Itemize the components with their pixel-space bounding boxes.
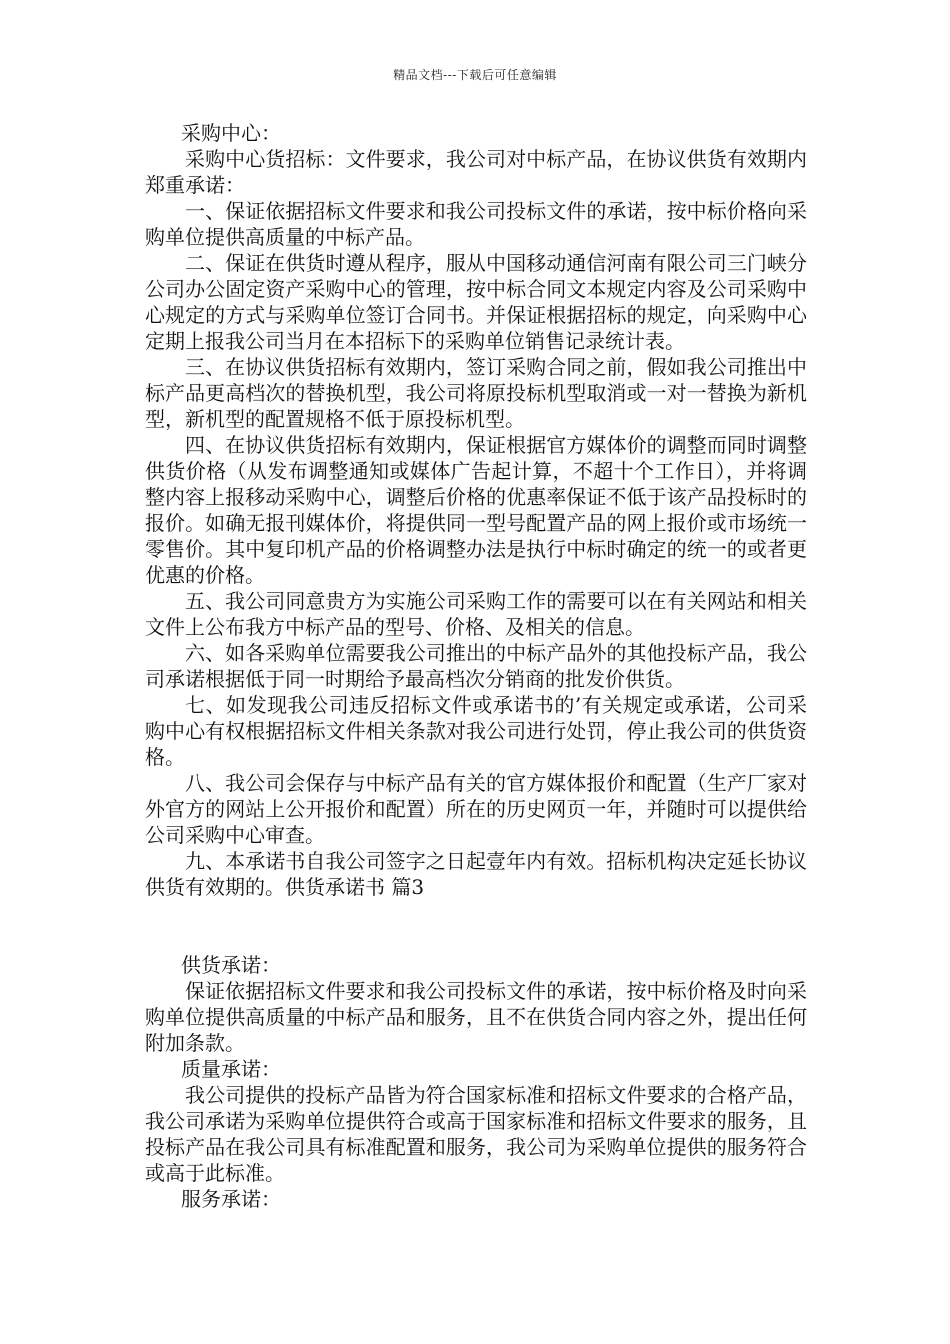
paragraph-supply-commitment: 保证依据招标文件要求和我公司投标文件的承诺，按中标价格及时向采购单位提供高质量的中标产品和服务，且不在供货合同内容之外，提出任何附加条款。 xyxy=(145,979,807,1055)
document-body xyxy=(145,120,807,1212)
paragraph-item-7: 七、如发现我公司违反招标文件或承诺书的’有关规定或承诺，公司采购中心有权根据招标文件相关条款对我公司进行处罚，停止我公司的供货资格。 xyxy=(145,693,807,769)
paragraph-quality-commitment: 我公司提供的投标产品皆为符合国家标准和招标文件要求的合格产品，我公司承诺为采购单位提供符合或高于国家标准和招标文件要求的服务，且投标产品在我公司具有标准配置和服务，我公司为采购单位提供的服务符合或高于此标准。 xyxy=(145,1083,807,1185)
paragraph-item-6: 六、如各采购单位需要我公司推出的中标产品外的其他投标产品，我公司承诺根据低于同一时期给予最高档次分销商的批发价供货。 xyxy=(145,641,807,691)
paragraph-item-9: 九、本承诺书自我公司签字之日起壹年内有效。招标机构决定延长协议供货有效期的。供货承诺书 篇3 xyxy=(145,849,807,899)
paragraph-intro: 采购中心货招标：文件要求，我公司对中标产品，在协议供货有效期内郑重承诺： xyxy=(145,147,807,197)
heading-quality-commitment: 质量承诺： xyxy=(181,1057,281,1081)
paragraph-item-8: 八、我公司会保存与中标产品有关的官方媒体报价和配置（生产厂家对外官方的网站上公开报价和配置）所在的历史网页一年，并随时可以提供给公司采购中心审查。 xyxy=(145,771,807,847)
page-header: 精品文档---下载后可任意编辑 xyxy=(393,68,557,82)
paragraph-item-1: 一、保证依据招标文件要求和我公司投标文件的承诺，按中标价格向采购单位提供高质量的中标产品。 xyxy=(145,199,807,249)
heading-service-commitment: 服务承诺： xyxy=(181,1187,281,1211)
paragraph-item-3: 三、在协议供货招标有效期内，签订采购合同之前，假如我公司推出中标产品更高档次的替换机型，我公司将原投标机型取消或一对一替换为新机型，新机型的配置规格不低于原投标机型。 xyxy=(145,355,807,431)
paragraph-item-4: 四、在协议供货招标有效期内，保证根据官方媒体价的调整而同时调整供货价格（从发布调整通知或媒体广告起计算，不超十个工作日），并将调整内容上报移动采购中心，调整后价格的优惠率保证不低于该产品投标时的报价。如确无报刊媒体价，将提供同一型号配置产品的网上报价或市场统一零售价。其中复印机产品的价格调整办法是执行中标时确定的统一的或者更优惠的价格。 xyxy=(145,433,807,587)
heading-procurement-center: 采购中心： xyxy=(181,121,281,145)
heading-supply-commitment: 供货承诺： xyxy=(181,953,281,977)
section-gap xyxy=(145,900,807,952)
paragraph-item-2: 二、保证在供货时遵从程序，服从中国移动通信河南有限公司三门峡分公司办公固定资产采购中心的管理，按中标合同文本规定内容及公司采购中心规定的方式与采购单位签订合同书。并保证根据招标的规定，向采购中心定期上报我公司当月在本招标下的采购单位销售记录统计表。 xyxy=(145,251,807,353)
paragraph-item-5: 五、我公司同意贵方为实施公司采购工作的需要可以在有关网站和相关文件上公布我方中标产品的型号、价格、及相关的信息。 xyxy=(145,589,807,639)
